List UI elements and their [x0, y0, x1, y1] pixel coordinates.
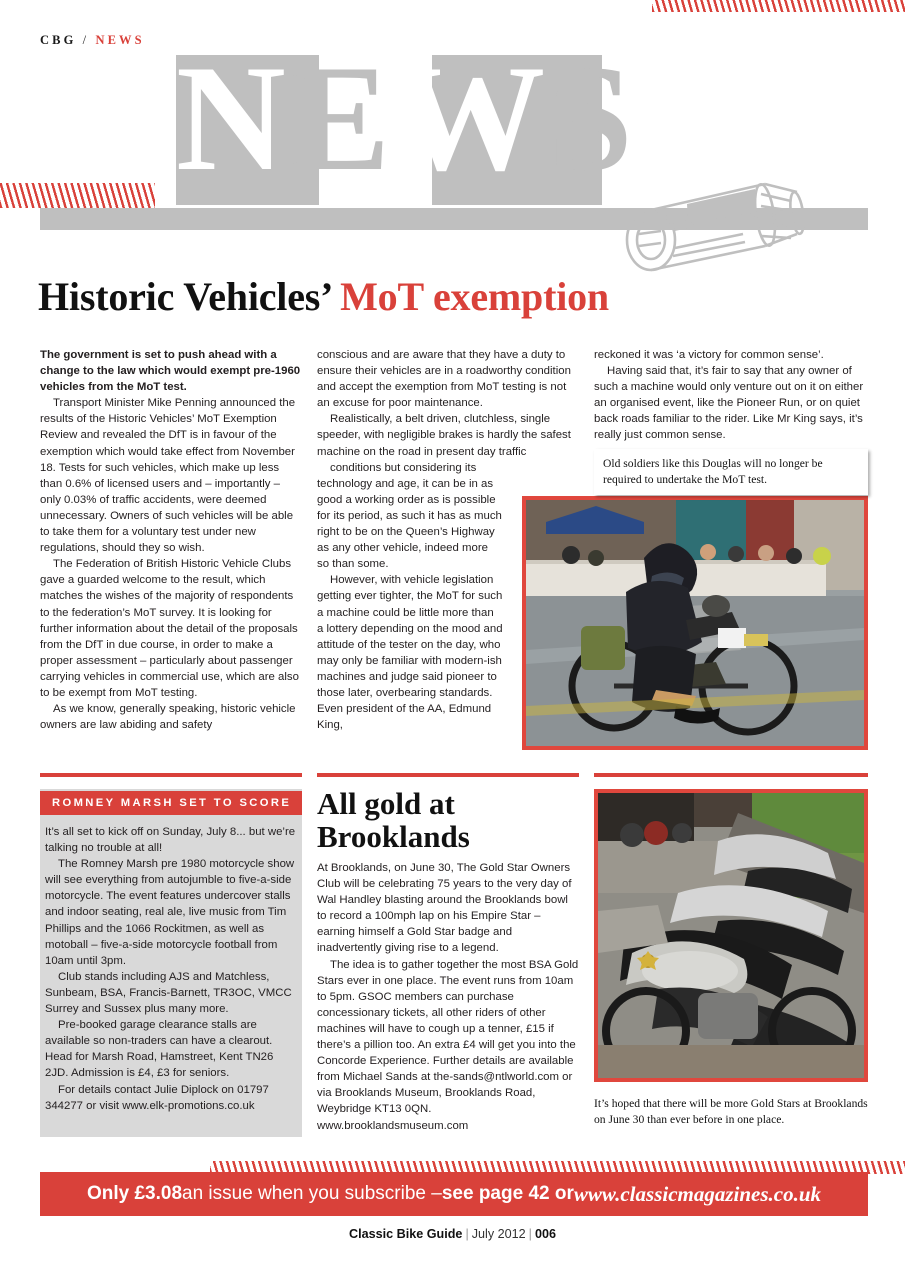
body-paragraph: Pre-booked garage clearance stalls are available so non-traders can have a clearout. Head for Marsh Road, Hamstreet, Kent TN26 2JD. Admission is £4, £3 for seniors. [45, 1019, 274, 1080]
breadcrumb [40, 33, 145, 48]
body-paragraph: reckoned it was ‘a victory for common sense’. [594, 349, 824, 361]
brooklands-title [317, 787, 579, 854]
breadcrumb-brand: CBG [40, 33, 77, 47]
body-paragraph: The Federation of British Historic Vehicle Clubs gave a guarded welcome to the result, which matches the wishes of the majority of respondents to the federation’s MoT survey. It is looking for further information about the detail of the proposals from the DfT in due course, in order to make a proper assessment – particularly about passenger carrying vehicles in commercial use, which are also to be exempt from MoT testing. [40, 558, 299, 699]
romney-marsh-panel-body [45, 824, 297, 1114]
breadcrumb-section: NEWS [95, 33, 145, 47]
brooklands-title-line2: Brooklands [317, 819, 470, 855]
footer-page-number: 006 [534, 1227, 556, 1241]
brooklands-title-line1: All gold at [317, 786, 455, 821]
lead-paragraph: The government is set to push ahead with a change to the law which would exempt pre-1960 vehicles from the MoT test. [40, 349, 301, 394]
body-paragraph: Transport Minister Mike Penning announced the results of the Historic Vehicles’ MoT Exemption Review and revealed the DfT is in favour of the exemption which would take effect from November 18. Tests for such vehicles, which make up less than 0.6% of licensed users and – importantly – only 0.03% of traffic accidents, were deemed unnecessary. Owners of such vehicles will be able to take them for a voluntary test under new regulations, should they so wish. [40, 397, 296, 555]
article-column-1 [40, 347, 302, 733]
body-paragraph: Realistically, a belt driven, clutchless, single speeder, with negligible brakes is hardly the safest machine on the road in present day traffic [317, 413, 571, 458]
promo-price: Only £3.08 [86, 1183, 183, 1204]
romney-marsh-panel-header: ROMNEY MARSH SET TO SCORE [40, 791, 302, 815]
body-paragraph: Club stands including AJS and Matchless, Sunbeam, BSA, Francis-Barnett, TR3OC, VMCC Surrey and Sussex plus many more. [45, 970, 292, 1016]
stripe-band-left-icon [0, 183, 155, 208]
body-paragraph: As we know, generally speaking, historic vehicle owners are law abiding and safety [40, 703, 296, 732]
gold-stars-photo-caption: It’s hoped that there will be more Gold Stars at Brooklands on June 30 than ever before in one place. [594, 1097, 868, 1126]
promo-middle-text: an issue when you subscribe – [182, 1183, 442, 1204]
article-column-3 [594, 347, 868, 444]
section-divider-middle [317, 773, 579, 777]
brooklands-column [317, 860, 579, 1134]
section-divider-right [594, 773, 868, 777]
stripe-band-top-right-icon [652, 0, 905, 12]
page-footer: Classic Bike Guide | July 2012 | 006 [349, 1227, 556, 1241]
body-paragraph: The idea is to gather together the most BSA Gold Stars ever in one place. The event runs from 10am to 5pm. GSOC members can purchase concessionary tickets, all other riders of other machines will have to cough up a tenner, £15 if there’s a pillion too. An extra £4 will get you into the Concorde Experience. Further details are available from Michael Sands at the-sands@ntlworld.com or via Brooklands Museum, Brooklands Road, Weybridge KT13 0QN. www.brooklandsmuseum.com [317, 958, 579, 1132]
subscription-promo-banner[interactable] [40, 1172, 868, 1216]
breadcrumb-separator: / [82, 33, 90, 47]
body-paragraph: The Romney Marsh pre 1980 motorcycle show will see everything from autojumble to five-a-side motorcycle. The event features undercover stalls and indoor seating, real ale, live music from Tim Phillips and the 1066 Rockitmen, as well as motoball – five-a-side motorcycle football from 10am until 3pm. [45, 858, 295, 967]
body-paragraph: Having said that, it’s fair to say that any owner of such a machine would only venture out on it on either an organised event, like the Pioneer Run, or on quiet back roads familiar to the rider. Like Mr King says, it’s really just common sense. [594, 365, 864, 442]
headline-part-black: Historic Vehicles’ [38, 274, 341, 319]
gold-stars-photo [594, 789, 868, 1082]
promo-url[interactable]: www.classicmagazines.co.uk [573, 1181, 822, 1206]
body-paragraph: For details contact Julie Diplock on 01797 344277 or visit www.elk-promotions.co.uk [45, 1083, 269, 1112]
body-paragraph: At Brooklands, on June 30, The Gold Star Owners Club will be celebrating 75 years to the very day of Wal Handley blasting around the Brooklands bowl to record a 100mph lap on his Empire Star – earning himself a Gold Star badge and inadvertently giving rise to a legend. [317, 862, 572, 955]
douglas-motorcycle-photo [522, 496, 868, 750]
headline-part-red: MoT exemption [340, 274, 609, 319]
body-paragraph: conscious and are aware that they have a duty to ensure their vehicles are in a roadworthy condition and accept the exemption from MoT testing is not an excuse for poor maintenance. [317, 349, 571, 410]
page-title [38, 276, 873, 318]
masthead-word: NEWS [176, 34, 636, 202]
footer-issue-date: July 2012 [471, 1227, 526, 1241]
body-paragraph: However, with vehicle legislation getting ever tighter, the MoT for such a machine could be little more than a lottery depending on the mood and attitude of the tester on the day, who may only be familiar with modern-ish machines and judge said pioneer to those later, overbearing standards. Even president of the AA, Edmund King, [317, 574, 503, 732]
douglas-photo-caption: Old soldiers like this Douglas will no longer be required to undertake the MoT test. [594, 449, 868, 495]
promo-page-text: see page 42 or [441, 1183, 574, 1204]
footer-magazine-name: Classic Bike Guide [349, 1227, 463, 1241]
section-divider-left [40, 773, 302, 777]
megaphone-exhaust-icon [615, 168, 815, 283]
body-paragraph: conditions but considering its technology and age, it can be in as good a working order as is possible for its period, as such it has as much right to be on the Queen’s Highway as any other vehicle, indeed more so than some. [317, 461, 502, 571]
body-paragraph: It’s all set to kick off on Sunday, July 8... but we’re talking no trouble at all! [45, 826, 296, 855]
